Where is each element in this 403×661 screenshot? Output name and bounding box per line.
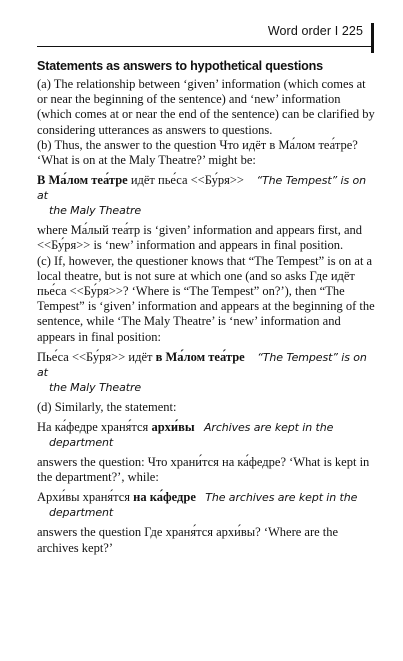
paragraph-answer-2: answers the question Где храня́тся архи́вы? ‘Where are the archives kept?’	[37, 525, 339, 555]
example-4-translation-cont: department	[49, 506, 114, 520]
paragraph-d: (d) Similarly, the statement:	[37, 399, 177, 414]
example-3-translation: Archives are kept in the	[203, 421, 334, 435]
example-2	[37, 350, 377, 395]
example-3-translation-cont: department	[49, 436, 114, 450]
example-4	[37, 490, 377, 520]
example-2-russian-new: в Ма́лом теа́тре	[155, 349, 245, 364]
running-header-text: Word order I 225	[267, 24, 363, 38]
example-3	[37, 420, 377, 450]
example-3-russian-given: На ка́федре храня́тся	[37, 420, 152, 435]
example-2-russian-given: Пье́са <<Бу́ря>> идёт	[37, 349, 156, 364]
example-2-translation-cont: the Maly Theatre	[49, 380, 142, 394]
paragraph-answer-1: answers the question: Что храни́тся на ка́федре? ‘What is kept in the department?’, while:	[37, 455, 370, 485]
example-1-translation: “The Tempest” is on at	[37, 174, 367, 203]
example-1	[37, 173, 377, 218]
example-2-translation: “The Tempest” is on at	[37, 350, 367, 379]
example-1-russian-new: идёт пье́са <<Бу́ря>>	[127, 173, 244, 188]
example-1-russian-given: В Ма́лом теа́тре	[37, 173, 128, 188]
paragraph-b: (b) Thus, the answer to the question Что идёт в Ма́лом теа́тре? ‘What is on at the Maly Theatre?’ might be:	[37, 137, 358, 168]
page-body	[37, 58, 377, 556]
example-1-translation-cont: the Maly Theatre	[49, 204, 142, 218]
section-heading: Statements as answers to hypothetical questions	[37, 59, 323, 73]
running-header	[37, 20, 371, 47]
example-4-russian-given: Архи́вы храня́тся	[37, 490, 134, 505]
header-rule-mark	[371, 23, 374, 53]
paragraph-where: where Ма́лый теа́тр is ‘given’ information and appears first, and <<Бу́ря>> is ‘new’ information and appears in final position.	[37, 223, 363, 253]
example-3-russian-new: архи́вы	[151, 420, 195, 435]
paragraph-a: (a) The relationship between ‘given’ information (which comes at or near the beginning of the sentence) and ‘new’ information (which comes at or near the end of the sentence) can be clarified by considering utterances as answers to questions.	[37, 77, 375, 137]
paragraph-c: (c) If, however, the questioner knows that “The Tempest” is on at a local theatre, but is not sure at which one (and so asks Где идёт пье́са <<Бу́ря>>? ‘Where is “The Tempest” on?’), then “The Tempest” is ‘given’ information and appears at the beginning of the sentence, while ‘The Maly Theatre’ is ‘new’ information and appears in final position:	[37, 253, 375, 344]
example-4-russian-new: на ка́федре	[133, 490, 196, 505]
example-4-translation: The archives are kept in the	[205, 491, 358, 505]
